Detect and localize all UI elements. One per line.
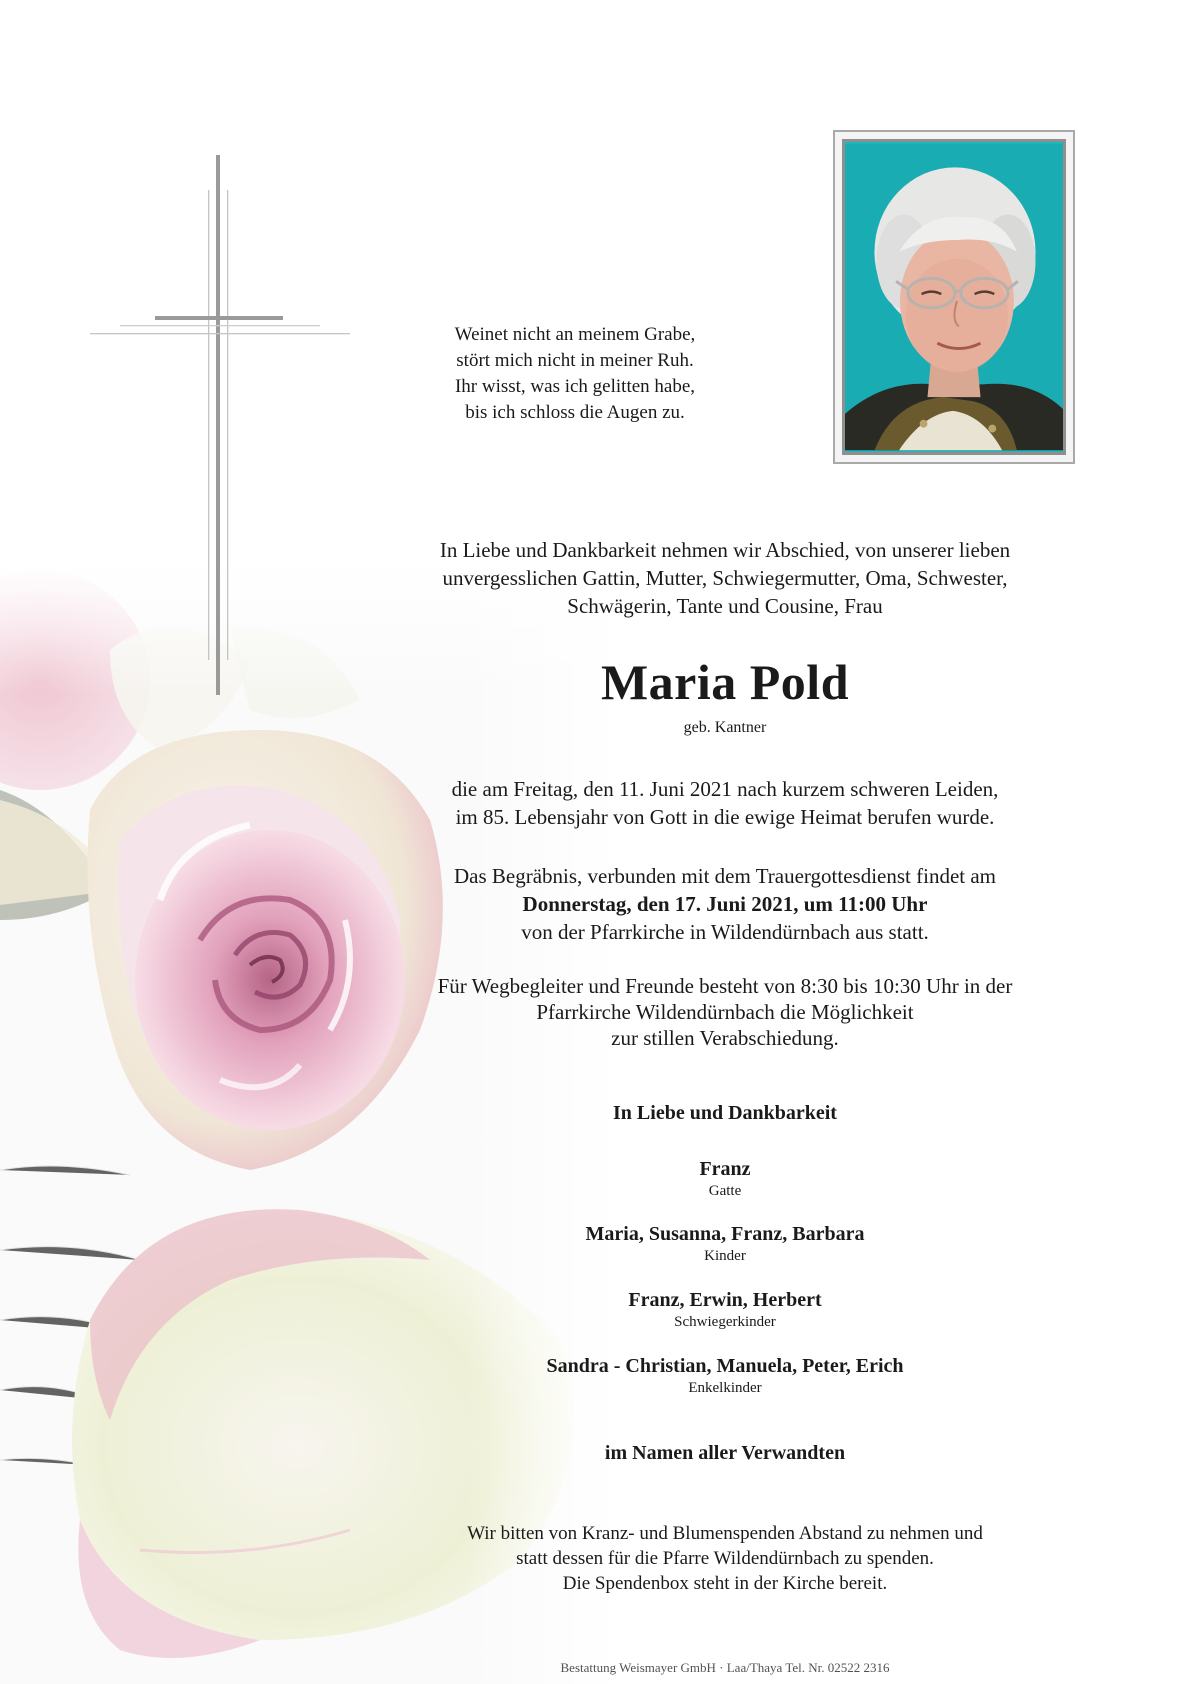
funeral-date: Donnerstag, den 17. Juni 2021, um 11:00 Uhr <box>522 892 928 916</box>
viewing-text <box>380 973 1070 1051</box>
mourner-role: Enkelkinder <box>688 1380 762 1396</box>
funeral-line: von der Pfarrkirche in Wildendürnbach aus statt. <box>521 920 929 944</box>
portrait-frame <box>833 130 1075 464</box>
intro-text <box>380 536 1070 620</box>
intro-line: unvergesslichen Gattin, Mutter, Schwiegermutter, Oma, Schwester, <box>442 566 1008 590</box>
mourner-role: Gatte <box>708 1183 742 1199</box>
poem-line: Weinet nicht an meinem Grabe, <box>454 324 696 345</box>
mourner-names: Franz, Erwin, Herbert <box>628 1289 822 1311</box>
footer-funeral-home: Bestattung Weismayer GmbH · Laa/Thaya Tel. Nr. 02522 2316 <box>560 1660 890 1675</box>
deceased-name: Maria Pold <box>600 654 850 710</box>
cross-icon <box>90 155 350 695</box>
donation-line: Die Spendenbox steht in der Kirche bereit. <box>562 1573 888 1594</box>
donation-line: Wir bitten von Kranz- und Blumenspenden Abstand zu nehmen und <box>467 1523 983 1544</box>
mourner-role: Schwiegerkinder <box>674 1314 776 1330</box>
death-line: die am Freitag, den 11. Juni 2021 nach kurzem schweren Leiden, <box>451 777 999 801</box>
funeral-line: Das Begräbnis, verbunden mit dem Trauergottesdienst findet am <box>453 864 997 888</box>
viewing-line: Pfarrkirche Wildendürnbach die Möglichkeit <box>536 1000 914 1024</box>
intro-line: In Liebe und Dankbarkeit nehmen wir Abschied, von unserer lieben <box>439 538 1011 562</box>
viewing-line: Für Wegbegleiter und Freunde besteht von 8:30 bis 10:30 Uhr in der <box>437 974 1013 998</box>
poem <box>380 322 770 426</box>
intro-line: Schwägerin, Tante und Cousine, Frau <box>567 594 883 618</box>
mourners-heading: In Liebe und Dankbarkeit <box>613 1102 837 1124</box>
maiden-name: geb. Kantner <box>683 719 767 736</box>
poem-line: bis ich schloss die Augen zu. <box>465 402 685 423</box>
portrait-photo <box>842 139 1066 455</box>
viewing-line: zur stillen Verabschiedung. <box>611 1026 839 1050</box>
mourner-names: Maria, Susanna, Franz, Barbara <box>585 1223 865 1245</box>
poem-line: stört mich nicht in meiner Ruh. <box>456 350 694 371</box>
mourner-group <box>430 1354 1020 1397</box>
death-line: im 85. Lebensjahr von Gott in die ewige Heimat berufen wurde. <box>455 805 995 829</box>
death-text <box>380 775 1070 831</box>
mourner-names: Franz <box>699 1158 751 1180</box>
mourner-group <box>430 1222 1020 1265</box>
donation-text <box>380 1521 1070 1596</box>
mourner-group <box>430 1288 1020 1331</box>
mourners-closing: im Namen aller Verwandten <box>604 1442 846 1464</box>
poem-line: Ihr wisst, was ich gelitten habe, <box>454 376 696 397</box>
mourner-role: Kinder <box>704 1248 746 1264</box>
mourner-names: Sandra - Christian, Manuela, Peter, Erich <box>546 1355 904 1377</box>
donation-line: statt dessen für die Pfarre Wildendürnbach zu spenden. <box>516 1548 934 1569</box>
funeral-text <box>380 862 1070 946</box>
mourner-group <box>430 1157 1020 1200</box>
